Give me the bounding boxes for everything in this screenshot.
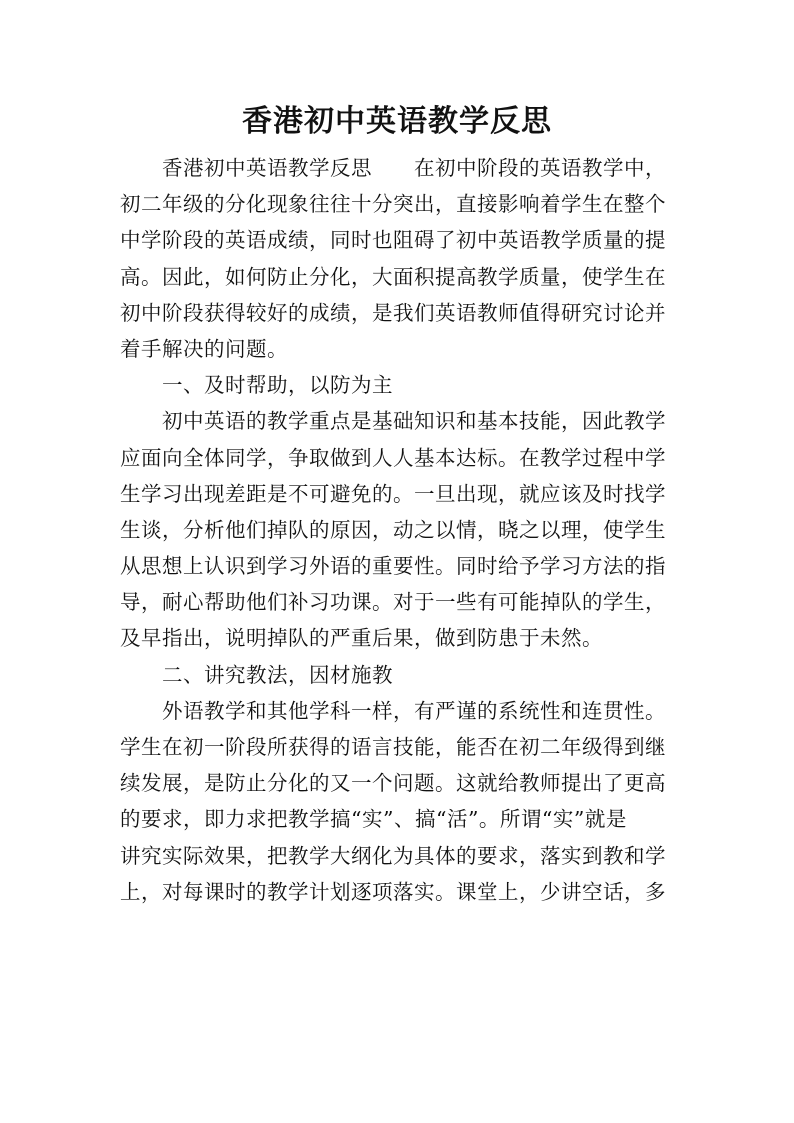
text-line: 讲究实际效果，把教学大纲化为具体的要求，落实到教和学	[120, 843, 666, 868]
document-title: 香港初中英语教学反思	[242, 104, 552, 139]
text-line: 及早指出，说明掉队的严重后果，做到防患于未然。	[120, 626, 603, 651]
text-line: 学生在初一阶段所获得的语言技能，能否在初二年级得到继	[120, 735, 666, 759]
text-line: 初中阶段获得较好的成绩，是我们英语教师值得研究讨论并	[120, 300, 666, 325]
document-body	[120, 150, 695, 910]
text-line: 中学阶段的英语成绩，同时也阻碍了初中英语教学质量的提	[120, 228, 666, 253]
text-line: 从思想上认识到学习外语的重要性。同时给予学习方法的指	[120, 554, 666, 579]
text-line: 初中英语的教学重点是基础知识和基本技能，因此教学	[162, 409, 666, 434]
text-line: 应面向全体同学，争取做到人人基本达标。在教学过程中学	[120, 445, 666, 470]
text-line: 着手解决的问题。	[120, 336, 288, 361]
section-heading: 二、讲究教法，因材施教	[162, 662, 393, 687]
text-line: 的要求，即力求把教学搞“实”、搞“活”。所谓“实”就是	[120, 807, 627, 832]
text-line: 生学习出现差距是不可避免的。一旦出现，就应该及时找学	[120, 481, 666, 506]
section-heading: 一、及时帮助，以防为主	[162, 373, 393, 398]
text-line: 生谈，分析他们掉队的原因，动之以情，晓之以理，使学生	[120, 517, 666, 542]
text-line: 初二年级的分化现象往往十分突出，直接影响着学生在整个	[120, 192, 666, 217]
text-line: 高。因此，如何防止分化，大面积提高教学质量，使学生在	[120, 264, 666, 289]
text-line: 香港初中英语教学反思 在初中阶段的英语教学中，	[162, 156, 666, 180]
text-line: 续发展，是防止分化的又一个问题。这就给教师提出了更高	[120, 771, 666, 796]
text-line: 导，耐心帮助他们补习功课。对于一些有可能掉队的学生，	[120, 590, 666, 615]
text-line: 外语教学和其他学科一样，有严谨的系统性和连贯性。	[162, 698, 666, 723]
text-line: 上，对每课时的教学计划逐项落实。课堂上，少讲空话，多	[120, 879, 666, 904]
